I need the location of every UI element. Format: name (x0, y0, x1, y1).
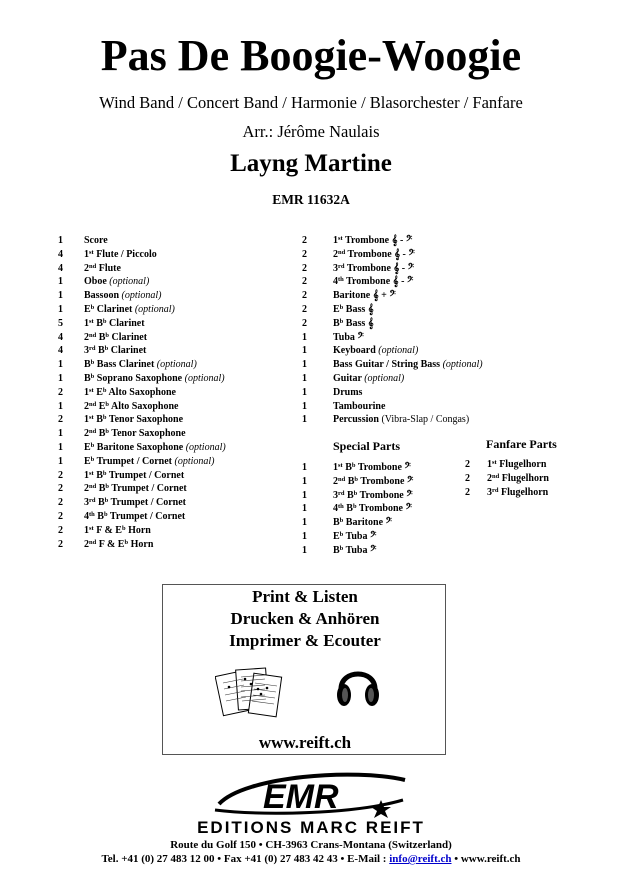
part-quantity: 1 (302, 530, 307, 542)
part-quantity: 4 (58, 345, 63, 357)
part-quantity: 2 (302, 276, 307, 288)
part-quantity: 1 (58, 276, 63, 288)
promo-line-print-listen: Print & Listen (252, 587, 358, 606)
part-quantity: 2 (302, 303, 307, 315)
part-row (302, 544, 472, 558)
part-row (302, 530, 472, 544)
part-quantity: 1 (302, 345, 307, 357)
part-quantity: 2 (58, 483, 63, 495)
part-name: Percussion (Vibra-Slap / Congas) (333, 414, 470, 426)
part-quantity: 1 (58, 428, 63, 440)
parts-list-left (58, 234, 298, 551)
part-quantity: 1 (58, 359, 63, 371)
part-quantity: 4 (58, 331, 63, 343)
part-name: $E^b$ Trumpet / Cornet (optional) (84, 455, 215, 467)
part-row (58, 248, 298, 262)
part-row (302, 413, 502, 427)
promo-line-imprimer: Imprimer & Ecouter (229, 631, 381, 650)
part-row (302, 331, 502, 345)
part-row (302, 248, 502, 262)
special-parts-list (302, 461, 472, 558)
part-row (465, 472, 595, 486)
part-quantity: 1 (58, 303, 63, 315)
part-row (302, 275, 502, 289)
part-name: $E^b$ Clarinet (optional) (84, 303, 175, 315)
part-name: Keyboard (optional) (333, 345, 419, 357)
part-name: Score (84, 235, 108, 246)
part-row (58, 358, 298, 372)
part-row (302, 502, 472, 516)
part-quantity: 1 (58, 441, 63, 453)
part-name: 1st $B^b$ Trumpet / Cornet (84, 469, 185, 481)
part-name: 1st Trombone 𝄞 - 𝄢 (333, 235, 413, 246)
part-row (58, 331, 298, 345)
part-name: Tambourine (333, 400, 386, 412)
part-quantity: 1 (302, 489, 307, 501)
part-row (58, 303, 298, 317)
part-name: 2nd $B^b$ Tenor Saxophone (84, 428, 186, 440)
fanfare-parts-list (465, 458, 595, 499)
part-name: 3rd $B^b$ Clarinet (84, 345, 147, 357)
part-name: $B^b$ Baritone 𝄢 (333, 517, 392, 529)
part-quantity: 1 (302, 386, 307, 398)
part-name: Tuba 𝄢 (333, 331, 364, 343)
sheet-music-icon (215, 663, 285, 721)
part-quantity: 1 (302, 517, 307, 529)
part-quantity: 2 (58, 538, 63, 550)
part-row (58, 510, 298, 524)
part-quantity: 1 (302, 503, 307, 515)
part-row (302, 372, 502, 386)
part-quantity: 2 (58, 386, 63, 398)
part-quantity: 1 (58, 455, 63, 467)
part-name: 1st $B^b$ Trombone 𝄢 (333, 462, 411, 473)
part-name: 4th $B^b$ Trumpet / Cornet (84, 510, 186, 522)
part-row (58, 482, 298, 496)
part-name: $E^b$ Baritone Saxophone (optional) (84, 441, 226, 453)
email-link[interactable]: info@reift.ch (389, 853, 452, 865)
part-name: 2nd Trombone 𝄞 - 𝄢 (333, 248, 415, 260)
part-row (58, 538, 298, 552)
emr-logo (205, 770, 417, 820)
part-row (58, 496, 298, 510)
part-quantity: 1 (58, 400, 63, 412)
part-row (302, 289, 502, 303)
part-row (465, 486, 595, 500)
part-quantity: 2 (302, 262, 307, 274)
fanfare-parts-heading: Fanfare Parts (486, 437, 557, 451)
part-name: 3rd $B^b$ Trombone 𝄢 (333, 489, 413, 501)
print-listen-box[interactable] (162, 584, 446, 755)
parts-list-right (302, 234, 502, 427)
part-row (58, 441, 298, 455)
part-name: 4th Trombone 𝄞 - 𝄢 (333, 276, 414, 288)
part-name: 2nd $B^b$ Trombone 𝄢 (333, 475, 414, 487)
part-row (302, 317, 502, 331)
part-quantity: 2 (58, 524, 63, 536)
part-quantity: 4 (58, 248, 63, 260)
part-row (58, 469, 298, 483)
catalog-number: EMR 11632A (272, 192, 350, 207)
promo-url[interactable]: www.reift.ch (258, 733, 352, 752)
part-row (58, 344, 298, 358)
part-name: $B^b$ Soprano Saxophone (optional) (84, 372, 225, 384)
subtitle: Wind Band / Concert Band / Harmonie / Blasorchester / Fanfare (99, 93, 523, 112)
part-quantity: 2 (58, 510, 63, 522)
part-row (58, 413, 298, 427)
part-row (302, 475, 472, 489)
part-name: $B^b$ Bass Clarinet (optional) (84, 359, 197, 371)
part-name: 2nd $B^b$ Trumpet / Cornet (84, 483, 187, 495)
part-name: Baritone 𝄞 + 𝄢 (333, 290, 396, 302)
page-title: Pas De Boogie-Woogie (100, 31, 522, 80)
part-row (58, 524, 298, 538)
part-name: 1st F & $E^b$ Horn (84, 524, 151, 536)
part-quantity: 1 (302, 475, 307, 487)
part-row (302, 489, 472, 503)
headphones-icon (335, 659, 381, 711)
part-row (302, 344, 502, 358)
part-row (302, 262, 502, 276)
part-row (58, 317, 298, 331)
part-name: $B^b$ Bass 𝄞 (333, 317, 374, 329)
part-quantity: 4 (58, 262, 63, 274)
part-name: 4th $B^b$ Trombone 𝄢 (333, 503, 412, 515)
part-row (302, 386, 502, 400)
part-row (58, 427, 298, 441)
contact-website: • www.reift.ch (451, 853, 521, 865)
publisher-name: EDITIONS MARC REIFT (197, 818, 425, 837)
part-name: Oboe (optional) (84, 276, 150, 288)
part-quantity: 1 (302, 359, 307, 371)
part-quantity: 2 (58, 497, 63, 509)
part-name: Guitar (optional) (333, 372, 405, 384)
part-quantity: 5 (58, 317, 63, 329)
part-quantity: 2 (302, 290, 307, 302)
part-name: 1st Flute / Piccolo (84, 248, 157, 260)
part-name: 1st $B^b$ Tenor Saxophone (84, 414, 184, 426)
part-name: 3rd Trombone 𝄞 - 𝄢 (333, 262, 415, 274)
part-name: 1st $E^b$ Alto Saxophone (84, 386, 176, 398)
part-quantity: 1 (58, 290, 63, 302)
special-parts-heading: Special Parts (333, 439, 400, 453)
part-name: $E^b$ Tuba 𝄢 (333, 530, 377, 542)
arranger: Arr.: Jérôme Naulais (242, 122, 380, 141)
part-name: Bassoon (optional) (84, 290, 162, 302)
part-row (58, 372, 298, 386)
part-row (58, 275, 298, 289)
part-name: 2nd Flute (84, 262, 121, 274)
part-row (302, 461, 472, 475)
part-name: 2nd $E^b$ Alto Saxophone (84, 400, 179, 412)
part-name: $E^b$ Bass 𝄞 (333, 303, 374, 315)
part-row (302, 234, 502, 248)
part-quantity: 1 (302, 400, 307, 412)
part-quantity: 2 (302, 248, 307, 260)
part-name: 1st $B^b$ Clarinet (84, 317, 145, 329)
part-quantity: 1 (58, 372, 63, 384)
part-name: 1st Flugelhorn (487, 459, 547, 470)
part-name: 2nd Flugelhorn (487, 472, 549, 484)
part-quantity: 2 (302, 317, 307, 329)
part-name: 2nd $B^b$ Clarinet (84, 331, 148, 343)
part-name: Bass Guitar / String Bass (optional) (333, 359, 483, 371)
part-row (58, 455, 298, 469)
promo-line-drucken: Drucken & Anhören (230, 609, 380, 628)
part-name: 3rd Flugelhorn (487, 486, 549, 498)
part-quantity: 2 (465, 486, 470, 498)
part-quantity: 2 (465, 459, 470, 470)
part-row (58, 262, 298, 276)
part-row (302, 358, 502, 372)
svg-text:EMR: EMR (263, 778, 339, 816)
part-row (58, 400, 298, 414)
publisher-address: Route du Golf 150 • CH-3963 Crans-Montana (Switzerland) (170, 839, 452, 851)
publisher-contact (0, 853, 622, 865)
part-name: $B^b$ Tuba 𝄢 (333, 544, 377, 556)
contact-phone-fax: Tel. +41 (0) 27 483 12 00 • Fax +41 (0) 27 483 42 43 • E-Mail : (101, 853, 390, 865)
composer: Layng Martine (230, 150, 392, 177)
part-quantity: 1 (302, 414, 307, 426)
part-quantity: 1 (302, 462, 307, 473)
part-row (302, 303, 502, 317)
part-row (302, 400, 502, 414)
part-name: 2nd F & $E^b$ Horn (84, 538, 154, 550)
part-row (302, 516, 472, 530)
part-quantity: 1 (58, 235, 63, 246)
part-row (58, 289, 298, 303)
part-row (58, 234, 298, 248)
part-name: Drums (333, 386, 363, 398)
part-quantity: 2 (58, 414, 63, 426)
part-quantity: 1 (302, 331, 307, 343)
part-quantity: 1 (302, 372, 307, 384)
part-row (58, 386, 298, 400)
part-row (465, 458, 595, 472)
part-quantity: 2 (58, 469, 63, 481)
part-quantity: 2 (465, 472, 470, 484)
part-name: 3rd $B^b$ Trumpet / Cornet (84, 497, 186, 509)
part-quantity: 1 (302, 544, 307, 556)
part-quantity: 2 (302, 235, 307, 246)
